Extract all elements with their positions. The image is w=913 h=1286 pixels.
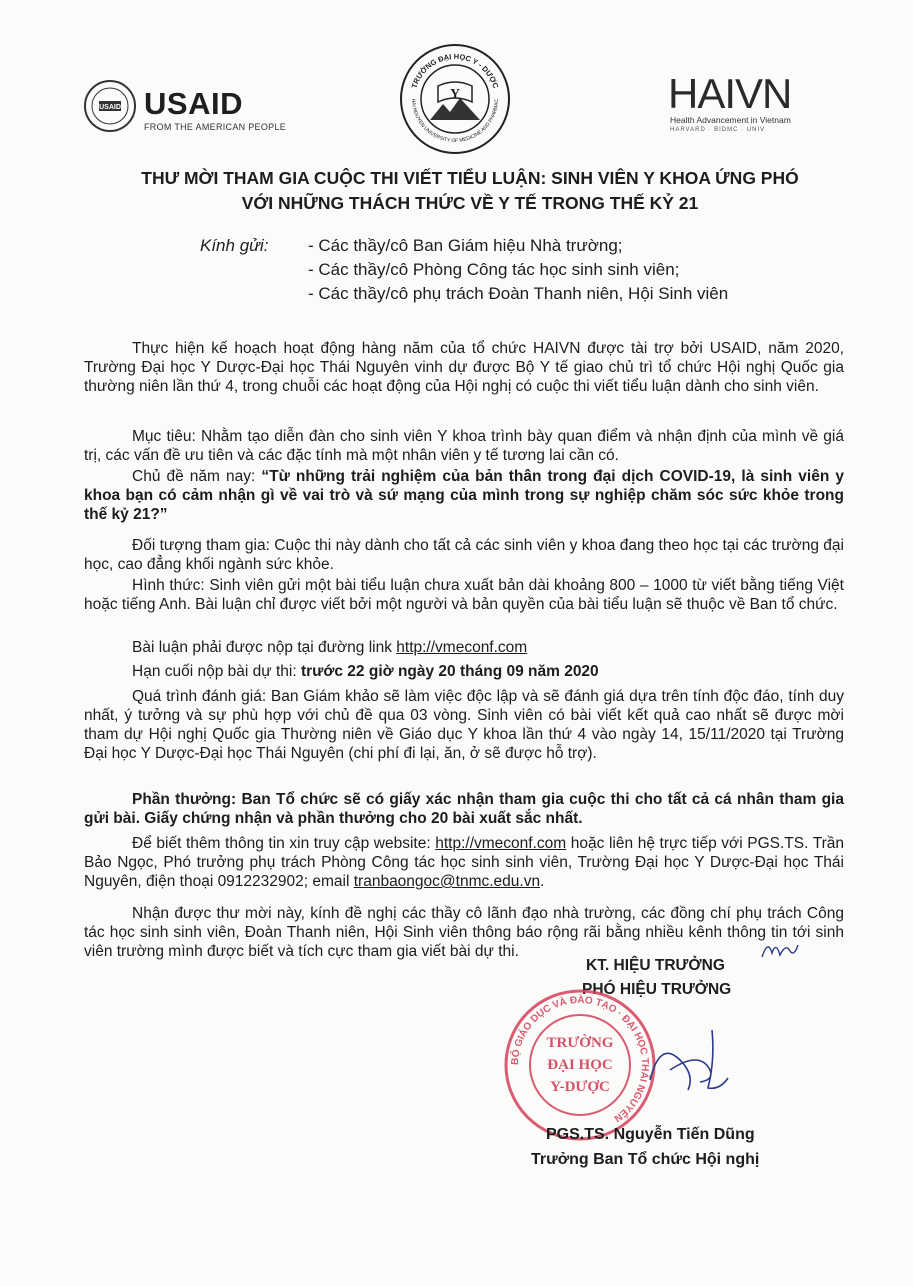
signature-title-2: PHÓ HIỆU TRƯỞNG [582,981,732,998]
stamp-ring-text: BỘ GIÁO DỤC VÀ ĐÀO TẠO · ĐẠI HỌC THÁI NGUYÊN [509,994,651,1124]
paragraph-deadline: Hạn cuối nộp bài dự thi: trước 22 giờ ngày 20 tháng 09 năm 2020 [132,663,599,680]
letter-title-line-2: VỚI NHỮNG THÁCH THỨC VỀ Y TẾ TRONG THẾ KỶ 21 [241,193,699,213]
paragraph-intro: Thực hiện kế hoạch hoạt động hàng năm của tổ chức HAIVN được tài trợ bởi USAID, năm 2020, Trường Đại học Y Dược-Đại học Thái Nguyên vinh dự được Bộ Y tế giao chủ trì tổ chức Hội nghị Quốc gia thường niên lần thứ 4, trong chuỗi các hoạt động của Hội nghị có cuộc thi viết tiểu luận dành cho sinh viên. [84,340,844,395]
salutation-label: Kính gửi: [200,236,269,255]
recipient-line: - Các thầy/cô Phòng Công tác học sinh sinh viên; [308,260,680,279]
stamp-line: TRƯỜNG [546,1035,614,1051]
usaid-seal-text: USAID [99,104,121,111]
recipient-line: - Các thầy/cô phụ trách Đoàn Thanh niên, Hội Sinh viên [308,284,729,303]
paragraph-audience: Đối tượng tham gia: Cuộc thi này dành cho tất cả các sinh viên y khoa đang theo học tại các trường đại học, cao đẳng khối ngành sức khỏe. [84,537,844,573]
haivn-logo-text: HAIVN [668,70,792,117]
stamp-line: Y-DƯỢC [550,1079,610,1095]
paragraph-closing: Nhận được thư mời này, kính đề nghị các thầy cô lãnh đạo nhà trường, các đồng chí phụ trách Công tác học sinh sinh viên, Đoàn Thanh niên, Hội Sinh viên thông báo rộng rãi bằng nhiều kênh thông tin tới sinh viên trường mình được biết và tích cực tham gia viết bài dự thi. [84,905,844,960]
paragraph-submit: Bài luận phải được nộp tại đường link http://vmeconf.com [132,639,528,656]
deadline-date: trước 22 giờ ngày 20 tháng 09 năm 2020 [300,663,599,680]
email-link[interactable]: tranbaongoc@tnmc.edu.vn [353,873,541,890]
signature-title-1: KT. HIỆU TRƯỞNG [586,957,725,974]
university-seal-logo [398,42,512,156]
letter-title-line-1: THƯ MỜI THAM GIA CUỘC THI VIẾT TIỂU LUẬN: SINH VIÊN Y KHOA ỨNG PHÓ [141,168,799,188]
paragraph-evaluation: Quá trình đánh giá: Ban Giám khảo sẽ làm việc độc lập và sẽ đánh giá dựa trên tính độc đáo, tính duy nhất, ý tưởng và sự phù hợp với chủ đề qua 03 vòng. Sinh viên có bài viết kết quả cao nhất sẽ được mời tham dự Hội nghị Quốc gia Thường niên về Giáo dục Y khoa lần thứ 4 vào ngày 14, 15/11/2020 tại Trường Đại học Y Dược-Đại học Thái Nguyên (chi phí đi lại, ăn, ở sẽ được hỗ trợ). [84,688,844,762]
handwritten-signature [640,1020,730,1100]
essay-topic: “Từ những trải nghiệm của bản thân trong đại dịch COVID-19, là sinh viên y khoa bạn có cảm nhận gì về vai trò và sứ mạng của mình trong sự nghiệp chăm sóc sức khỏe trong thế kỷ 21?” [84,468,844,523]
svg-text:TRƯỜNG ĐẠI HỌC Y - DƯỢC [410,52,501,90]
paragraph-objective: Mục tiêu: Nhằm tạo diễn đàn cho sinh viên Y khoa trình bày quan điểm và nhận định của mình về giá trị, các vấn đề ưu tiên và các đặc tính mà một nhân viên y tế tương lai cần có. [84,428,844,464]
haivn-partner-logos: HARVARD · BIDMC · UNIV [670,127,766,133]
paragraph-prize: Phần thưởng: Ban Tổ chức sẽ có giấy xác nhận tham gia cuộc thi cho tất cả cá nhân tham gia gửi bài. Giấy chứng nhận và phần thưởng cho 20 bài xuất sắc nhất. [84,791,844,827]
website-link[interactable]: http://vmeconf.com [435,835,567,852]
paragraph-topic: Chủ đề năm nay: “Từ những trải nghiệm của bản thân trong đại dịch COVID-19, là sinh viên y khoa bạn có cảm nhận gì về vai trò và sứ mạng của mình trong sự nghiệp chăm sóc sức khỏe trong thế kỷ 21?” [84,468,844,523]
paragraph-contact: Để biết thêm thông tin xin truy cập website: http://vmeconf.com hoặc liên hệ trực tiếp với PGS.TS. Trần Bảo Ngọc, Phó trưởng phụ trách Phòng Công tác học sinh sinh viên, Trường Đại học Y Dược-Đại học Thái Nguyên, điện thoại 0912232902; email tranbaongoc@tnmc.edu.vn. [84,835,844,890]
official-red-stamp [500,985,660,1145]
usaid-tagline: FROM THE AMERICAN PEOPLE [144,122,287,132]
stamp-line: ĐẠI HỌC [547,1057,613,1073]
signer-role: Trưởng Ban Tổ chức Hội nghị [531,1151,760,1168]
usaid-logo-text: USAID [144,86,243,121]
initials-signature [760,935,800,965]
seal-ring-text: TRƯỜNG ĐẠI HỌC Y - DƯỢC [409,51,501,90]
signer-name: PGS.TS. Nguyễn Tiến Dũng [546,1126,755,1143]
haivn-tagline: Health Advancement in Vietnam [670,115,791,125]
recipient-line: - Các thầy/cô Ban Giám hiệu Nhà trường; [308,236,623,255]
seal-ring-text-en: HAI NGUYEN UNIVERSITY OF MEDICINE AND PHARMAC [409,98,501,145]
submission-link[interactable]: http://vmeconf.com [396,639,528,656]
paragraph-format: Hình thức: Sinh viên gửi một bài tiểu luận chưa xuất bản dài khoảng 800 – 1000 từ viết bằng tiếng Việt hoặc tiếng Anh. Bài luận chỉ được viết bởi một người và bản quyền của bài tiểu luận sẽ thuộc về Ban tổ chức. [84,577,844,613]
usaid-seal-logo [84,80,136,132]
seal-center-letter: Y [449,87,461,102]
